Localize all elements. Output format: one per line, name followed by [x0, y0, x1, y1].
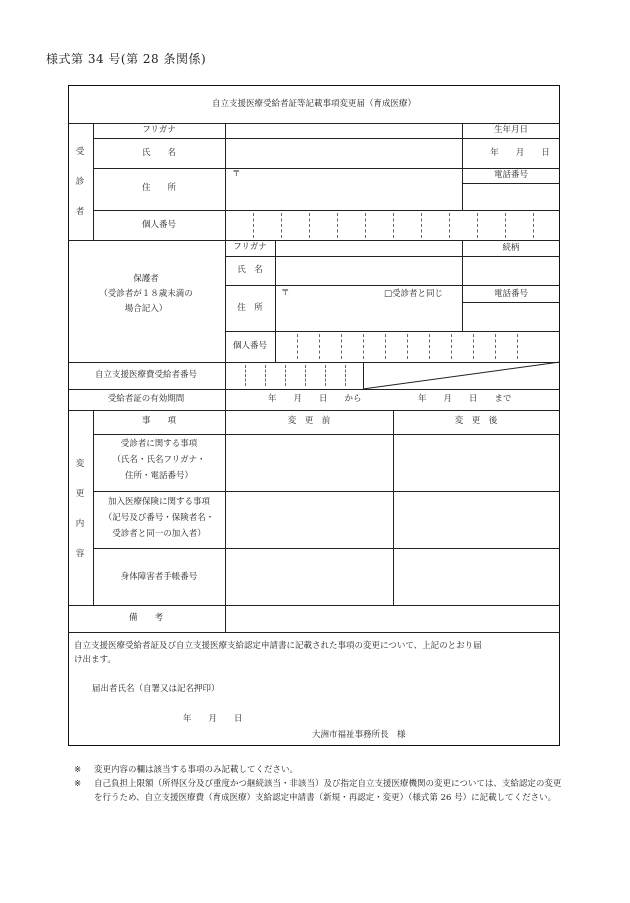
- notes: [74, 763, 564, 805]
- patient-phone-label: 電話番号: [493, 170, 529, 180]
- note-1-mark: ※: [74, 765, 82, 775]
- patient-birthdate-field[interactable]: 年 月 日: [490, 148, 550, 158]
- item-patient-line-3: 住所・電話番号）: [124, 471, 194, 481]
- patient-birthdate-label: 生年月日: [493, 125, 529, 135]
- header-after: 変 更 後: [454, 416, 498, 426]
- same-as-patient-checkbox[interactable]: □受診者と同じ: [384, 289, 444, 299]
- guardian-furigana-label: フリガナ: [233, 242, 267, 252]
- header-item: 事 項: [141, 416, 177, 426]
- declaration-line-1: 自立支援医療受給者証及び自立支援医療支給認定申請書に記載された事項の変更について、上記のとおり届: [74, 641, 482, 651]
- changes-label-3: 内: [75, 519, 85, 529]
- patient-section-label-1: 受: [75, 147, 85, 157]
- patient-address-label: 住 所: [141, 183, 177, 193]
- item-disability-book: 身体障害者手帳番号: [120, 572, 198, 582]
- declaration-line-2: け出ます。: [74, 655, 116, 665]
- note-2: [74, 777, 564, 805]
- changes-label-4: 容: [75, 549, 85, 559]
- patient-name-label: 氏 名: [141, 148, 177, 158]
- addressee: 大洲市福祉事務所長 様: [312, 730, 406, 740]
- changes-label-2: 更: [75, 489, 85, 499]
- item-insurance-line-2: （記号及び番号・保険者名・: [103, 513, 215, 523]
- changes-label-1: 変: [75, 459, 85, 469]
- guardian-phone-label: 電話番号: [493, 289, 529, 299]
- submission-date: 年 月 日: [183, 714, 243, 724]
- patient-furigana-label: フリガナ: [142, 125, 176, 135]
- validity-to[interactable]: 年 月 日 まで: [418, 394, 512, 404]
- guardian-relationship-label: 続柄: [502, 243, 520, 253]
- note-1-text: 変更内容の欄は該当する事項のみ記載してください。: [94, 765, 299, 775]
- guardian-name-label: 氏 名: [237, 265, 263, 275]
- guardian-label-2: （受診者が１８歳未満の: [99, 289, 193, 299]
- patient-postal-mark: 〒: [232, 169, 241, 179]
- guardian-personal-number-label: 個人番号: [232, 341, 268, 351]
- patient-section-label-2: 診: [75, 177, 85, 187]
- validity-label: 受給者証の有効期間: [107, 394, 185, 404]
- note-2-text: 自己負担上限額（所得区分及び重度かつ継続該当・非該当）及び指定自立支援医療機関の変更については、支給認定の変更を行うため、自立支援医療費（育成医療）支給認定申請書（新規・再認定・変更）（様式第 26 号）に記載してください。: [94, 779, 562, 804]
- form-number: 様式第 34 号(第 28 条関係): [46, 52, 207, 66]
- guardian-label-3: 場合記入）: [124, 304, 168, 314]
- form-title: 自立支援医療受給者証等記載事項変更届（育成医療）: [211, 99, 417, 109]
- guardian-address-label: 住 所: [237, 303, 263, 313]
- patient-section-label-3: 者: [75, 207, 85, 217]
- guardian-postal-mark: 〒: [281, 288, 290, 298]
- item-patient-line-1: 受診者に関する事項: [120, 439, 198, 449]
- validity-from[interactable]: 年 月 日 から: [268, 394, 362, 404]
- note-2-mark: ※: [74, 779, 82, 790]
- certificate-number-label: 自立支援医療費受給者番号: [94, 370, 198, 380]
- remarks-label: 備 考: [128, 613, 164, 623]
- header-before: 変 更 前: [287, 416, 331, 426]
- submitter-label: 届出者氏名（自署又は記名押印）: [92, 684, 220, 694]
- note-1: [74, 763, 564, 777]
- patient-personal-number-label: 個人番号: [141, 220, 177, 230]
- item-insurance-line-1: 加入医療保険に関する事項: [107, 497, 211, 507]
- item-insurance-line-3: 受診者と同一の加入者）: [112, 529, 206, 539]
- item-patient-line-2: （氏名・氏名フリガナ・: [112, 455, 206, 465]
- guardian-label-1: 保護者: [133, 274, 159, 284]
